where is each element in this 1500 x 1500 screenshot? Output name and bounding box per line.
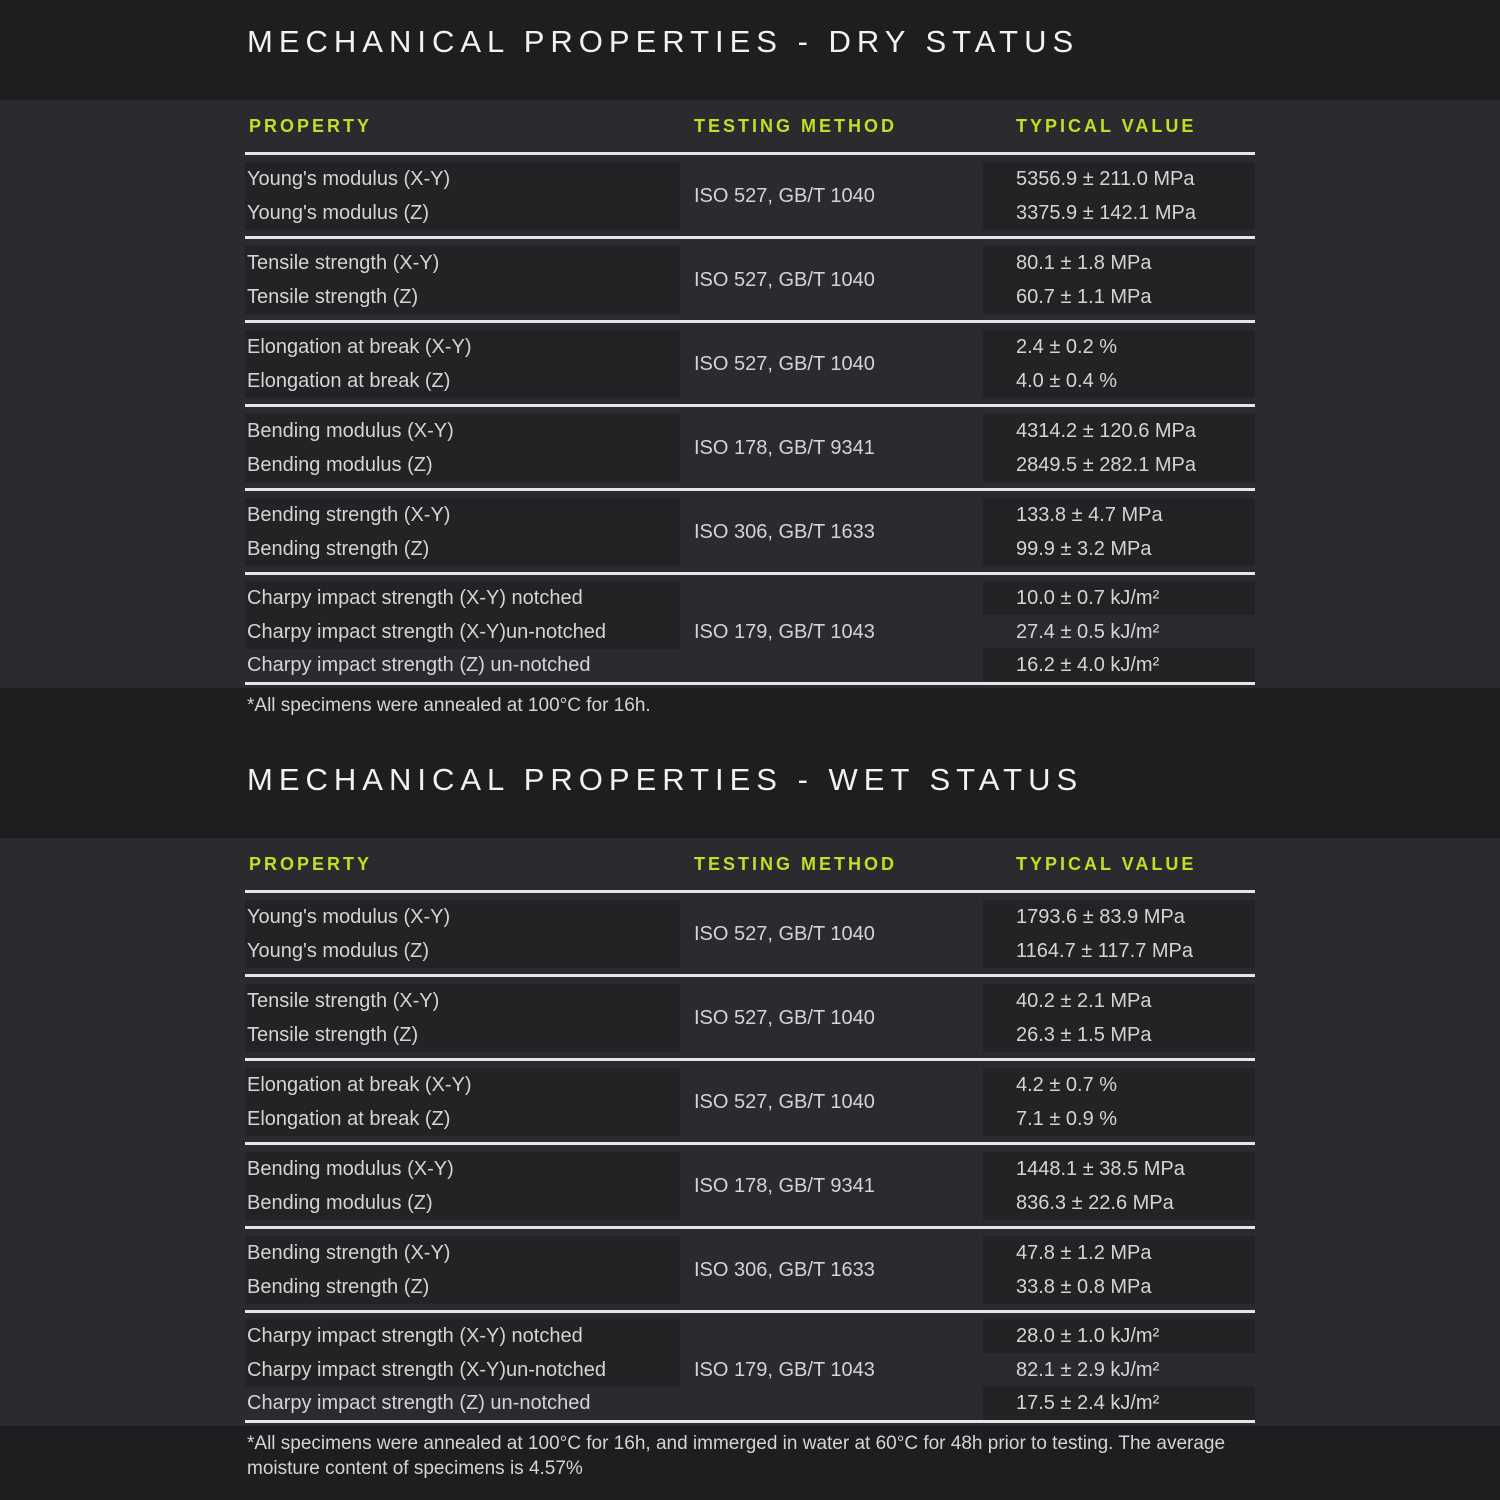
method-cell: ISO 306, GB/T 1633 [694, 521, 875, 543]
table-row [245, 648, 1255, 682]
wet-group-bending-strength [245, 1229, 1255, 1313]
table-row [245, 1386, 1255, 1420]
value-cell: 5356.9 ± 211.0 MPa [1016, 168, 1195, 190]
property-cell: Bending modulus (X-Y) [247, 420, 454, 442]
value-cell: 133.8 ± 4.7 MPa [1016, 504, 1163, 526]
value-cell: 17.5 ± 2.4 kJ/m² [1016, 1392, 1160, 1414]
value-cell: 47.8 ± 1.2 MPa [1016, 1242, 1152, 1264]
dry-group-charpy [245, 575, 1255, 685]
wet-footnote: *All specimens were annealed at 100°C for 16h, and immerged in water at 60°C for 48h prior to testing. The average moisture content of specimens is 4.57% [247, 1433, 1226, 1479]
property-cell: Elongation at break (Z) [247, 1108, 451, 1130]
method-cell: ISO 527, GB/T 1040 [694, 353, 875, 375]
dry-header-value: TYPICAL VALUE [1016, 116, 1197, 136]
method-cell: ISO 527, GB/T 1040 [694, 923, 875, 945]
wet-group-bending-modulus [245, 1145, 1255, 1229]
dry-table-header [245, 100, 1255, 155]
dry-section-title: MECHANICAL PROPERTIES - DRY STATUS [247, 24, 1080, 59]
wet-group-tensile-strength [245, 977, 1255, 1061]
method-cell: ISO 179, GB/T 1043 [694, 1359, 875, 1381]
property-cell: Tensile strength (X-Y) [247, 252, 440, 274]
property-cell: Bending modulus (Z) [247, 1192, 433, 1214]
method-cell: ISO 306, GB/T 1633 [694, 1259, 875, 1281]
dry-group-bending-modulus [245, 407, 1255, 491]
value-cell: 28.0 ± 1.0 kJ/m² [1016, 1325, 1160, 1347]
value-cell: 7.1 ± 0.9 % [1016, 1108, 1118, 1130]
value-cell: 1448.1 ± 38.5 MPa [1016, 1158, 1185, 1180]
dry-group-tensile-strength [245, 239, 1255, 323]
property-cell: Bending strength (Z) [247, 1276, 430, 1298]
wet-properties-table [245, 838, 1255, 1423]
method-cell: ISO 178, GB/T 9341 [694, 1175, 875, 1197]
dry-group-elongation [245, 323, 1255, 407]
method-cell: ISO 527, GB/T 1040 [694, 1091, 875, 1113]
dry-footnote: *All specimens were annealed at 100°C for 16h. [247, 695, 651, 716]
wet-group-elongation [245, 1061, 1255, 1145]
wet-group-charpy [245, 1313, 1255, 1423]
value-cell: 60.7 ± 1.1 MPa [1016, 286, 1152, 308]
value-cell: 1164.7 ± 117.7 MPa [1016, 940, 1194, 962]
value-cell: 10.0 ± 0.7 kJ/m² [1016, 587, 1160, 609]
property-cell: Charpy impact strength (X-Y)un-notched [247, 621, 607, 643]
property-cell: Bending strength (X-Y) [247, 1242, 451, 1264]
value-cell: 836.3 ± 22.6 MPa [1016, 1192, 1174, 1214]
method-cell: ISO 179, GB/T 1043 [694, 621, 875, 643]
table-row [245, 1319, 1255, 1353]
value-cell: 3375.9 ± 142.1 MPa [1016, 202, 1196, 224]
property-cell: Young's modulus (X-Y) [247, 168, 451, 190]
value-cell: 99.9 ± 3.2 MPa [1016, 538, 1152, 560]
property-cell: Young's modulus (Z) [247, 202, 430, 224]
value-cell: 2.4 ± 0.2 % [1016, 336, 1118, 358]
value-cell: 16.2 ± 4.0 kJ/m² [1016, 654, 1160, 676]
value-cell: 26.3 ± 1.5 MPa [1016, 1024, 1152, 1046]
property-cell: Young's modulus (Z) [247, 940, 430, 962]
value-cell: 4.0 ± 0.4 % [1016, 370, 1118, 392]
property-cell: Bending strength (X-Y) [247, 504, 451, 526]
property-cell: Young's modulus (X-Y) [247, 906, 451, 928]
method-cell: ISO 178, GB/T 9341 [694, 437, 875, 459]
property-cell: Tensile strength (X-Y) [247, 990, 440, 1012]
value-cell: 27.4 ± 0.5 kJ/m² [1016, 621, 1160, 643]
wet-title-band [0, 738, 1500, 838]
dry-properties-table [245, 100, 1255, 685]
property-cell: Bending modulus (X-Y) [247, 1158, 454, 1180]
dry-group-youngs-modulus [245, 155, 1255, 239]
property-cell: Elongation at break (X-Y) [247, 336, 472, 358]
wet-header-value: TYPICAL VALUE [1016, 854, 1197, 874]
method-cell: ISO 527, GB/T 1040 [694, 1007, 875, 1029]
property-cell: Bending strength (Z) [247, 538, 430, 560]
property-cell: Elongation at break (X-Y) [247, 1074, 472, 1096]
property-cell: Tensile strength (Z) [247, 286, 419, 308]
method-cell: ISO 527, GB/T 1040 [694, 185, 875, 207]
value-cell: 82.1 ± 2.9 kJ/m² [1016, 1359, 1160, 1381]
table-row [245, 581, 1255, 615]
wet-table-header [245, 838, 1255, 893]
property-cell: Charpy impact strength (X-Y)un-notched [247, 1359, 607, 1381]
property-cell: Tensile strength (Z) [247, 1024, 419, 1046]
wet-header-method: TESTING METHOD [694, 854, 897, 874]
value-cell: 1793.6 ± 83.9 MPa [1016, 906, 1185, 928]
property-cell: Charpy impact strength (Z) un-notched [247, 654, 591, 676]
wet-section-title: MECHANICAL PROPERTIES - WET STATUS [247, 762, 1084, 797]
property-cell: Charpy impact strength (Z) un-notched [247, 1392, 591, 1414]
property-cell: Charpy impact strength (X-Y) notched [247, 587, 583, 609]
value-cell: 80.1 ± 1.8 MPa [1016, 252, 1152, 274]
wet-note-band [0, 1426, 1500, 1500]
dry-group-bending-strength [245, 491, 1255, 575]
value-cell: 4.2 ± 0.7 % [1016, 1074, 1118, 1096]
dry-title-band [0, 0, 1500, 100]
dry-header-method: TESTING METHOD [694, 116, 897, 136]
property-cell: Charpy impact strength (X-Y) notched [247, 1325, 583, 1347]
value-cell: 2849.5 ± 282.1 MPa [1016, 454, 1196, 476]
property-cell: Elongation at break (Z) [247, 370, 451, 392]
value-cell: 33.8 ± 0.8 MPa [1016, 1276, 1152, 1298]
value-cell: 4314.2 ± 120.6 MPa [1016, 420, 1196, 442]
value-cell: 40.2 ± 2.1 MPa [1016, 990, 1152, 1012]
wet-group-youngs-modulus [245, 893, 1255, 977]
dry-header-property: PROPERTY [249, 116, 373, 136]
dry-note-band [0, 688, 1500, 738]
method-cell: ISO 527, GB/T 1040 [694, 269, 875, 291]
property-cell: Bending modulus (Z) [247, 454, 433, 476]
wet-header-property: PROPERTY [249, 854, 373, 874]
